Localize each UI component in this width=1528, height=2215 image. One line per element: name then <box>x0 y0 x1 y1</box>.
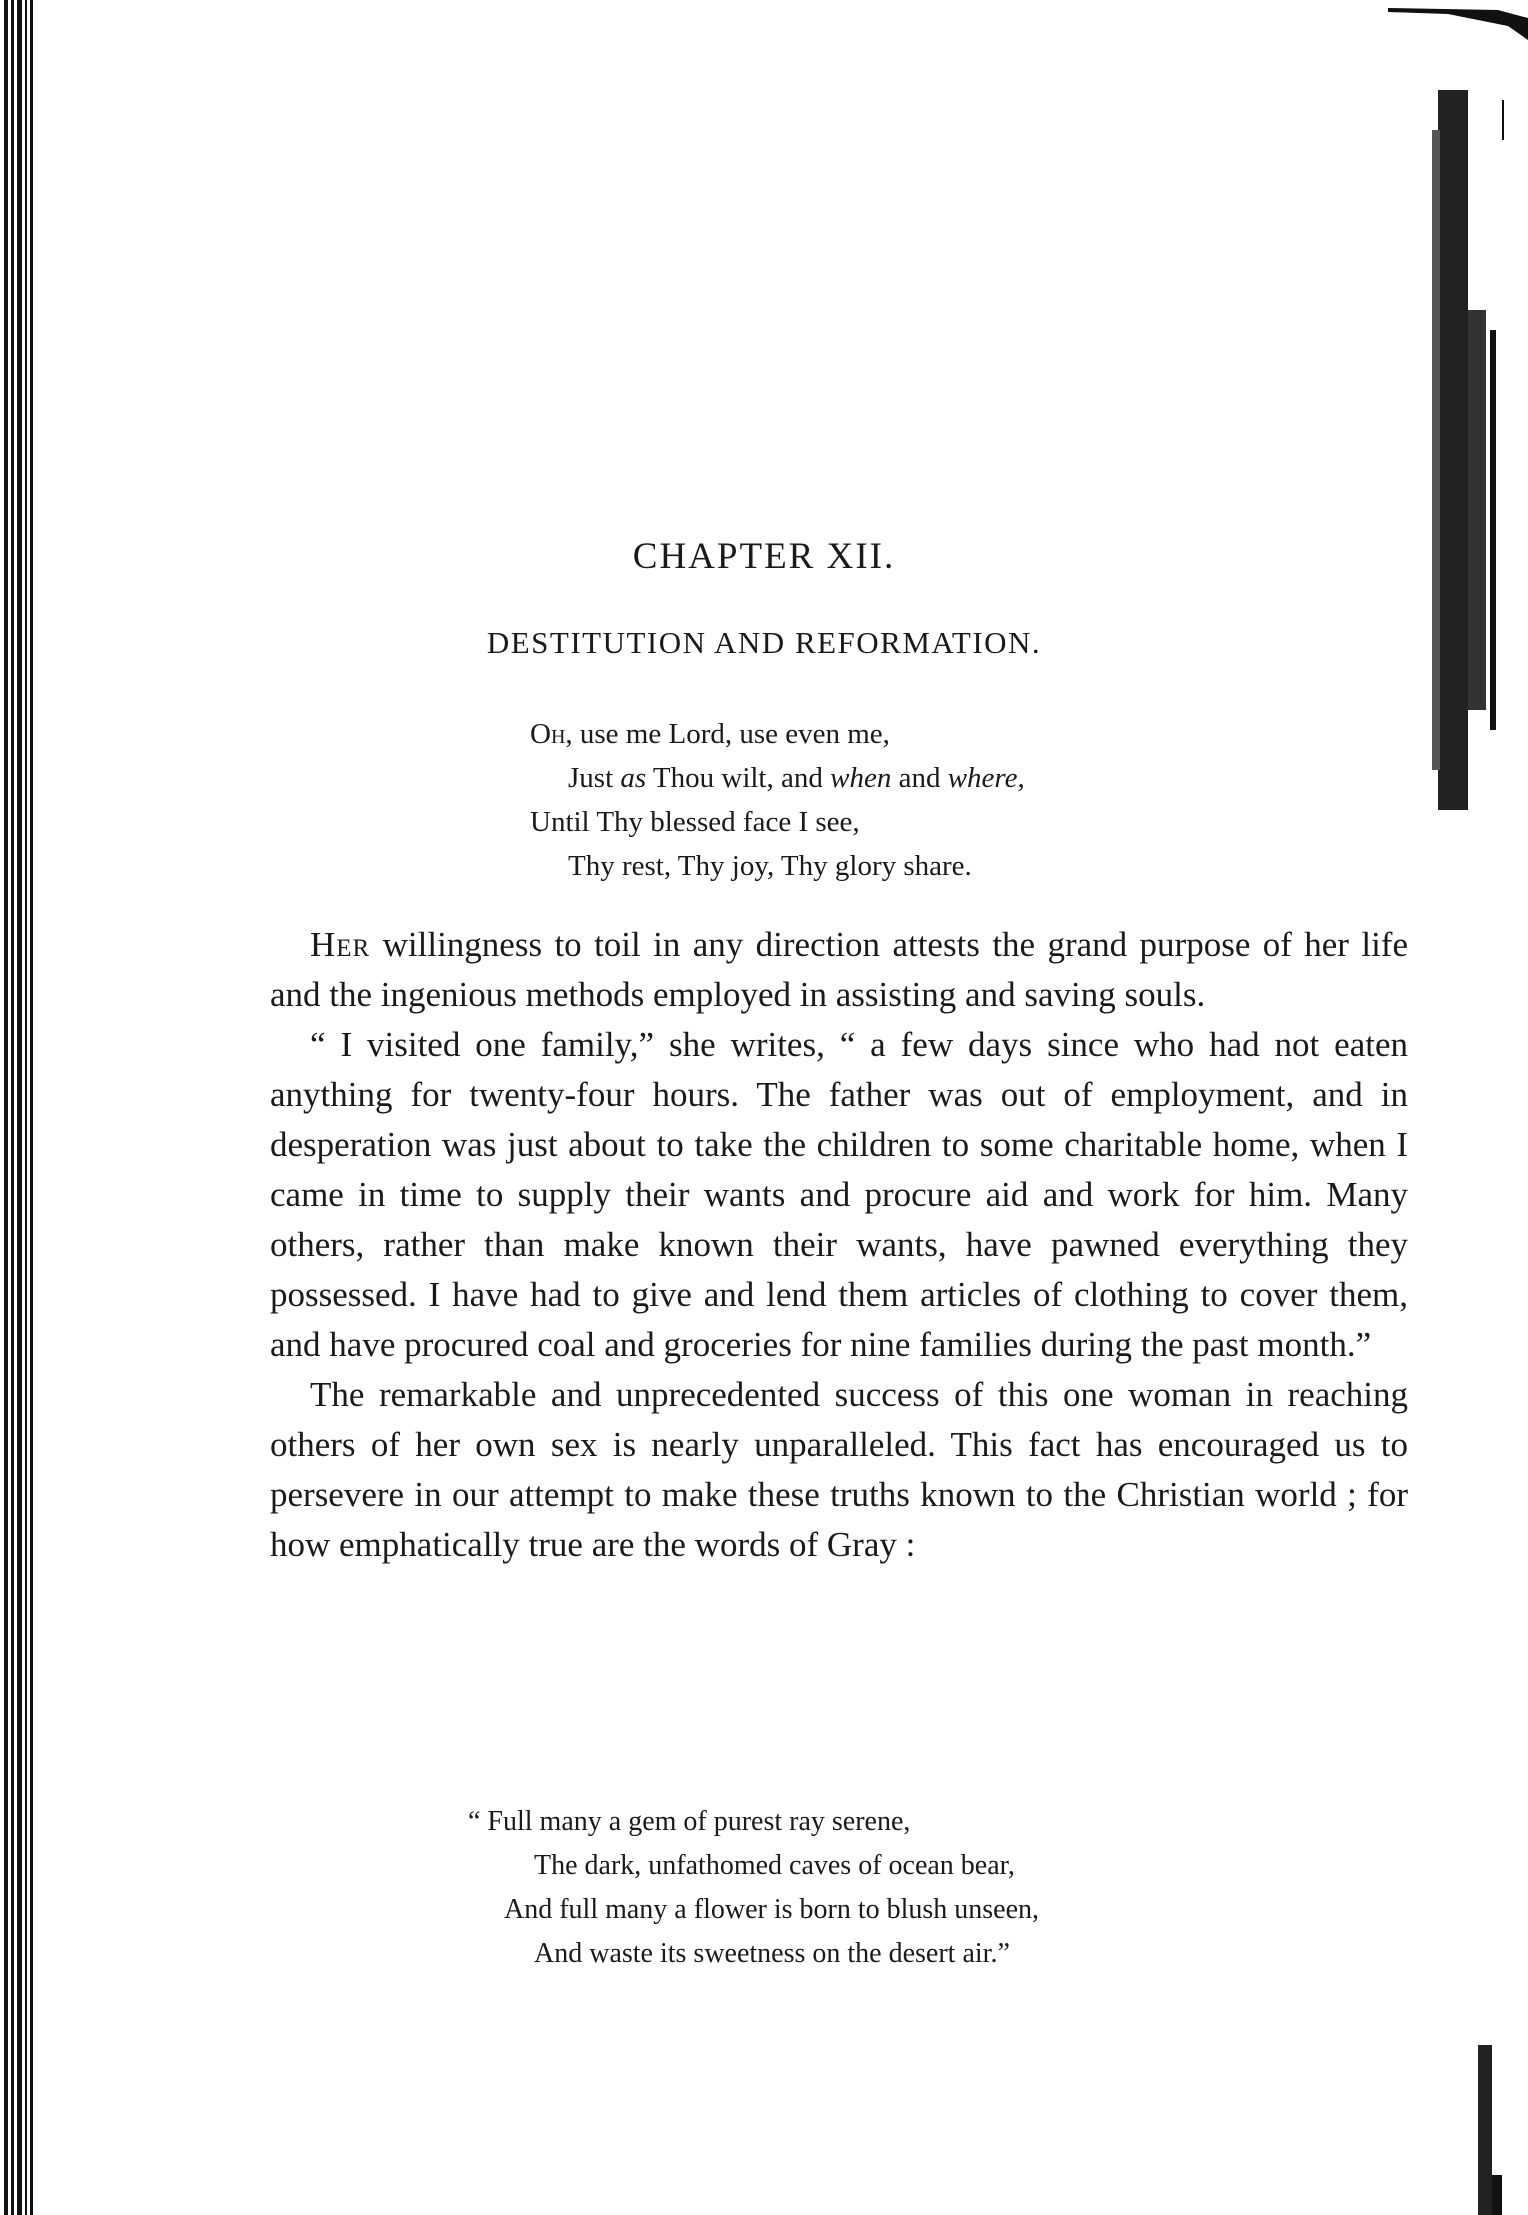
paragraph-2: “ I visited one family,” she writes, “ a few days since who had not eaten anything for twenty-four hours. The father was out of employment, and in desperation was just about to take the children to some charitable home, when I came in time to supply their wants and procure aid and work for him. Many others, rather than make known their wants, have pawned everything they possessed. I have had to give and lend them articles of clothing to cover them, and have procured coal and groceries for nine families during the past month.” <box>270 1025 1408 1364</box>
paragraph-3: The remarkable and unprecedented success of this one woman in reaching others of her own sex is nearly unparalleled. This fact has encouraged us to persevere in our attempt to make these truths known to the Christian world ; for how emphatically true are the words of Gray : <box>270 1375 1408 1564</box>
epigraph-line-2-italic-where: where, <box>947 762 1025 794</box>
verse-line-4: And waste its sweetness on the desert air.” <box>534 1938 1010 1969</box>
paragraph-1 <box>270 920 1408 1020</box>
verse-line-2: The dark, unfathomed caves of ocean bear, <box>534 1850 1015 1881</box>
top-right-scan-mark <box>1388 0 1528 60</box>
epigraph-line-1-cap: Oh, <box>530 718 573 750</box>
epigraph-line-4: Thy rest, Thy joy, Thy glory share. <box>568 850 972 882</box>
left-scan-edge <box>0 0 40 2215</box>
epigraph-line-2-italic-as: as <box>620 762 647 794</box>
epigraph-line-2-part-c: Thou wilt, and <box>646 762 831 794</box>
epigraph-line-1 <box>530 712 1230 756</box>
right-scan-band <box>1418 90 1508 810</box>
epigraph-line-2-italic-when: when <box>830 762 892 794</box>
bottom-right-scan-mark <box>1468 2015 1508 2215</box>
gray-verse <box>468 1800 1268 1976</box>
verse-line-3: And full many a flower is born to blush unseen, <box>504 1894 1040 1925</box>
epigraph-line-2-part-a: Just <box>568 762 621 794</box>
epigraph-line-2 <box>530 756 1230 800</box>
chapter-heading: CHAPTER XII. <box>632 536 896 577</box>
body-text <box>270 920 1408 1570</box>
epigraph <box>530 712 1230 888</box>
paragraph-1-lead: Her <box>310 925 371 964</box>
epigraph-line-3: Until Thy blessed face I see, <box>530 806 860 838</box>
chapter-subtitle: DESTITUTION AND REFORMATION. <box>486 625 1042 660</box>
epigraph-line-1-rest: use me Lord, use even me, <box>572 718 890 750</box>
epigraph-line-2-part-e: and <box>891 762 948 794</box>
verse-line-1: “ Full many a gem of purest ray serene, <box>468 1806 911 1837</box>
paragraph-1-rest: willingness to toil in any direction attests the grand purpose of her life and the ingenious methods employed in assisting and saving souls. <box>270 925 1408 1014</box>
